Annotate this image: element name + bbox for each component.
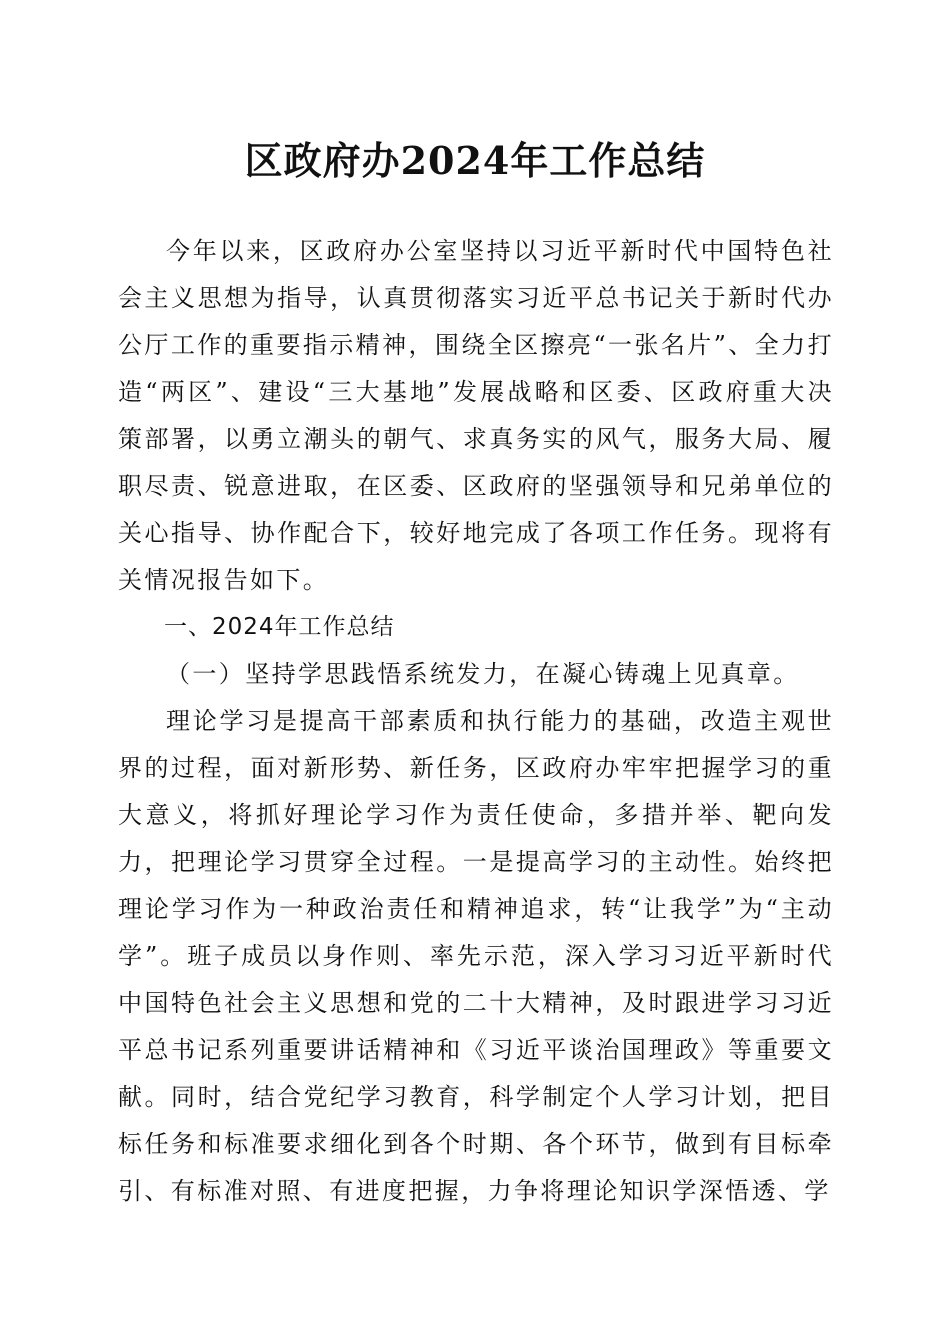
intro-paragraph: 今年以来，区政府办公室坚持以习近平新时代中国特色社会主义思想为指导，认真贯彻落实习近平总书记关于新时代办公厅工作的重要指示精神，围绕全区擦亮“一张名片”、全力打造“两区”、建设“三大基地”发展战略和区委、区政府重大决策部署，以勇立潮头的朝气、求真务实的风气，服务大局、履职尽责、锐意进取，在区委、区政府的坚强领导和兄弟单位的关心指导、协作配合下，较好地完成了各项工作任务。现将有关情况报告如下。 [118, 237, 834, 594]
subsection-heading: （一）坚持学思践悟系统发力，在凝心铸魂上见真章。 [166, 660, 800, 688]
section-heading: 一、2024年工作总结 [164, 614, 395, 640]
document-body [118, 228, 834, 1215]
document-title: 区政府办2024年工作总结 [244, 138, 706, 183]
body-paragraph: 理论学习是提高干部素质和执行能力的基础，改造主观世界的过程，面对新形势、新任务，区政府办牢牢把握学习的重大意义，将抓好理论学习作为责任使命，多措并举、靶向发力，把理论学习贯穿全过程。一是提高学习的主动性。始终把理论学习作为一种政治责任和精神追求，转“让我学”为“主动学”。班子成员以身作则、率先示范，深入学习习近平新时代中国特色社会主义思想和党的二十大精神，及时跟进学习习近平总书记系列重要讲话精神和《习近平谈治国理政》等重要文献。同时，结合党纪学习教育，科学制定个人学习计划，把目标任务和标准要求细化到各个时期、各个环节，做到有目标牵引、有标准对照、有进度把握，力争将理论知识学深悟透、学 [118, 707, 834, 1205]
